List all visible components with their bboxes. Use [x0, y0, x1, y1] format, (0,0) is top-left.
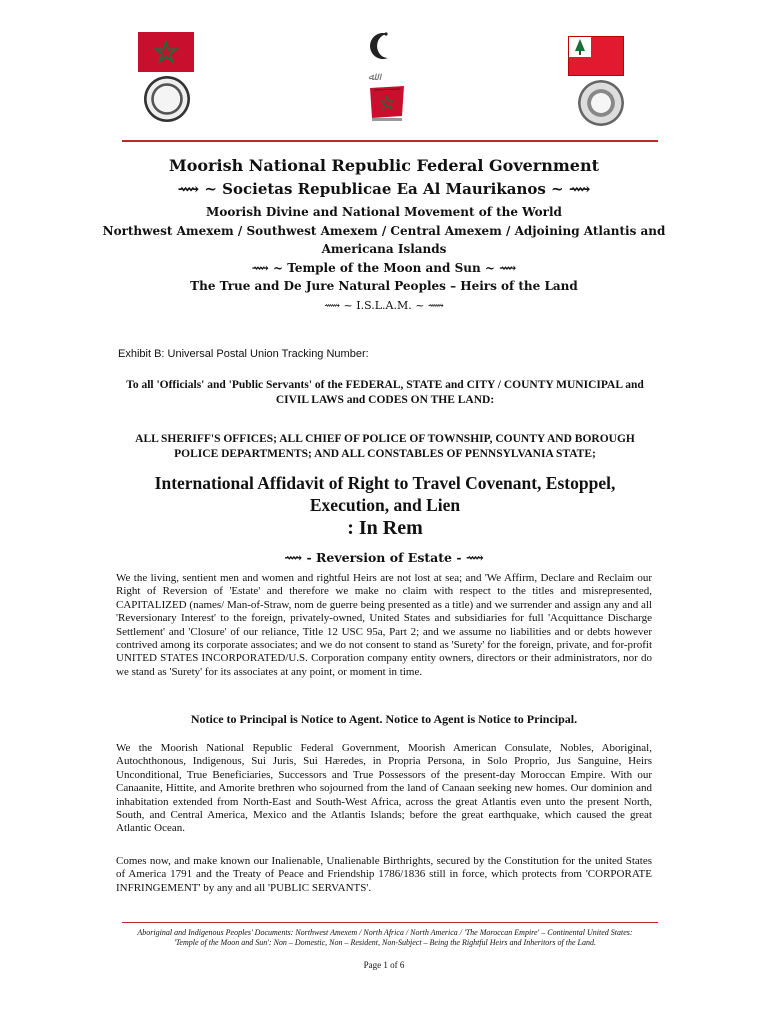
footer-line-1: Aboriginal and Indigenous Peoples' Documents: Northwest Amexem / North Africa / North America / 'The Moroccan Empire' – Continental United States:	[137, 928, 633, 937]
addressee-sheriffs: ALL SHERIFF'S OFFICES; ALL CHIEF OF POLICE OF TOWNSHIP, COUNTY AND BOROUGH POLICE DEPARTMENTS; AND ALL CONSTABLES OF PENNSYLVANIA STATE;	[135, 433, 635, 460]
paragraph-birthrights: Comes now, and make known our Inalienable, Unalienable Birthrights, secured by the Constitution for the united States of America 1791 and the Treaty of Peace and Friendship 1786/1836 still in force, which protects from 'CORPORATE INFRINGEMENT' by any and all 'PUBLIC SERVANTS'.	[116, 855, 652, 894]
footer-text	[110, 928, 660, 948]
latin-subtitle: ⟿ ~ Societas Republicae Ea Al Maurikanos ~ ⟿	[177, 180, 591, 198]
seal-right-icon	[578, 80, 624, 126]
notice-heading: Notice to Principal is Notice to Agent. Notice to Agent is Notice to Principal.	[190, 712, 578, 726]
in-rem-heading: : In Rem	[347, 517, 423, 539]
section-heading-reversion: ⟿ - Reversion of Estate - ⟿	[284, 550, 484, 565]
seal-left-icon	[144, 76, 190, 122]
header-line-6: ⟿ ~ Temple of the Moon and Sun ~ ⟿	[251, 261, 517, 275]
page-title: Moorish National Republic Federal Government	[169, 156, 599, 175]
header-line-3: Moorish Divine and National Movement of the World	[206, 205, 562, 219]
addressee-officials: To all 'Officials' and 'Public Servants' of the FEDERAL, STATE and CITY / COUNTY MUNICIPAL and CIVIL LAWS and CODES ON THE LAND:	[126, 379, 644, 406]
header-line-8: ⟿ ~ I.S.L.A.M. ~ ⟿	[324, 299, 444, 312]
moorish-flag-icon	[568, 36, 624, 76]
header-rule	[122, 140, 658, 142]
header-line-4: Northwest Amexem / Southwest Amexem / Central Amexem / Adjoining Atlantis and	[102, 224, 666, 238]
svg-text:ﷲ: ﷲ	[368, 70, 375, 83]
center-emblem-icon	[360, 66, 416, 126]
header-line-7: The True and De Jure Natural Peoples – Heirs of the Land	[190, 279, 578, 293]
header-line-5: Americana Islands	[321, 242, 447, 256]
footer-rule	[122, 922, 658, 923]
affidavit-title: International Affidavit of Right to Travel Covenant, Estoppel, Execution, and Lien	[154, 473, 616, 515]
moroccan-flag-icon	[138, 32, 194, 72]
page-number: Page 1 of 6	[363, 960, 405, 970]
paragraph-reversion: We the living, sentient men and women and rightful Heirs are not lost at sea; and 'We Affirm, Declare and Reclaim our Right of Reversion of 'Estate' and therefore we make no claim with respect to the titles and misrepresented, CAPITALIZED (names/ Man-of-Straw, nom de guerre being presented as a title) and we surrender and assign any and all 'Reversionary Interest' to the foreign, privately-owned, United States and subsidiaries for full 'Acquittance Discharge Settlement' and 'Closure' of our reliance, Title 12 USC 95a, Part 2; and we assume no liabilities and or debts however contrived among its corporate associates; and we do not consent to stand as 'Surety' for the foreign, private, and for-profit UNITED STATES INCORPORATED/U.S. Corporation company entity owners, directors or their administrators, nor do we stand as 'Surety' for its associates at any point, or moment in time.	[116, 572, 652, 678]
crescent-star-icon	[364, 28, 400, 64]
footer-line-2: 'Temple of the Moon and Sun': Non – Domestic, Non – Resident, Non-Subject – Being the Rightful Heirs and Inheritors of the Land.	[174, 938, 596, 947]
exhibit-label: Exhibit B: Universal Postal Union Tracking Number:	[118, 348, 369, 360]
paragraph-identity: We the Moorish National Republic Federal Government, Moorish American Consulate, Nobles, Aboriginal, Autochthonous, Indigenous, Sui Juris, Sui Hæredes, in Propria Persona, in Solo Proprio, Jus Sanguine, Heirs Unconditional, True Beneficiaries, Successors and True Possessors of the present-day Moroccan Empire. With our Canaanite, Hittite, and Amorite brethren who sojourned from the land of Canaan seeking new homes. Our dominion and inhabitation extended from North-East and South-West Africa, across the great Atlantis even unto the present North, South, and Central America, Mexico and the Atlantis Islands; before the great earthquake, which caused the great Atlantic Ocean.	[116, 742, 652, 835]
